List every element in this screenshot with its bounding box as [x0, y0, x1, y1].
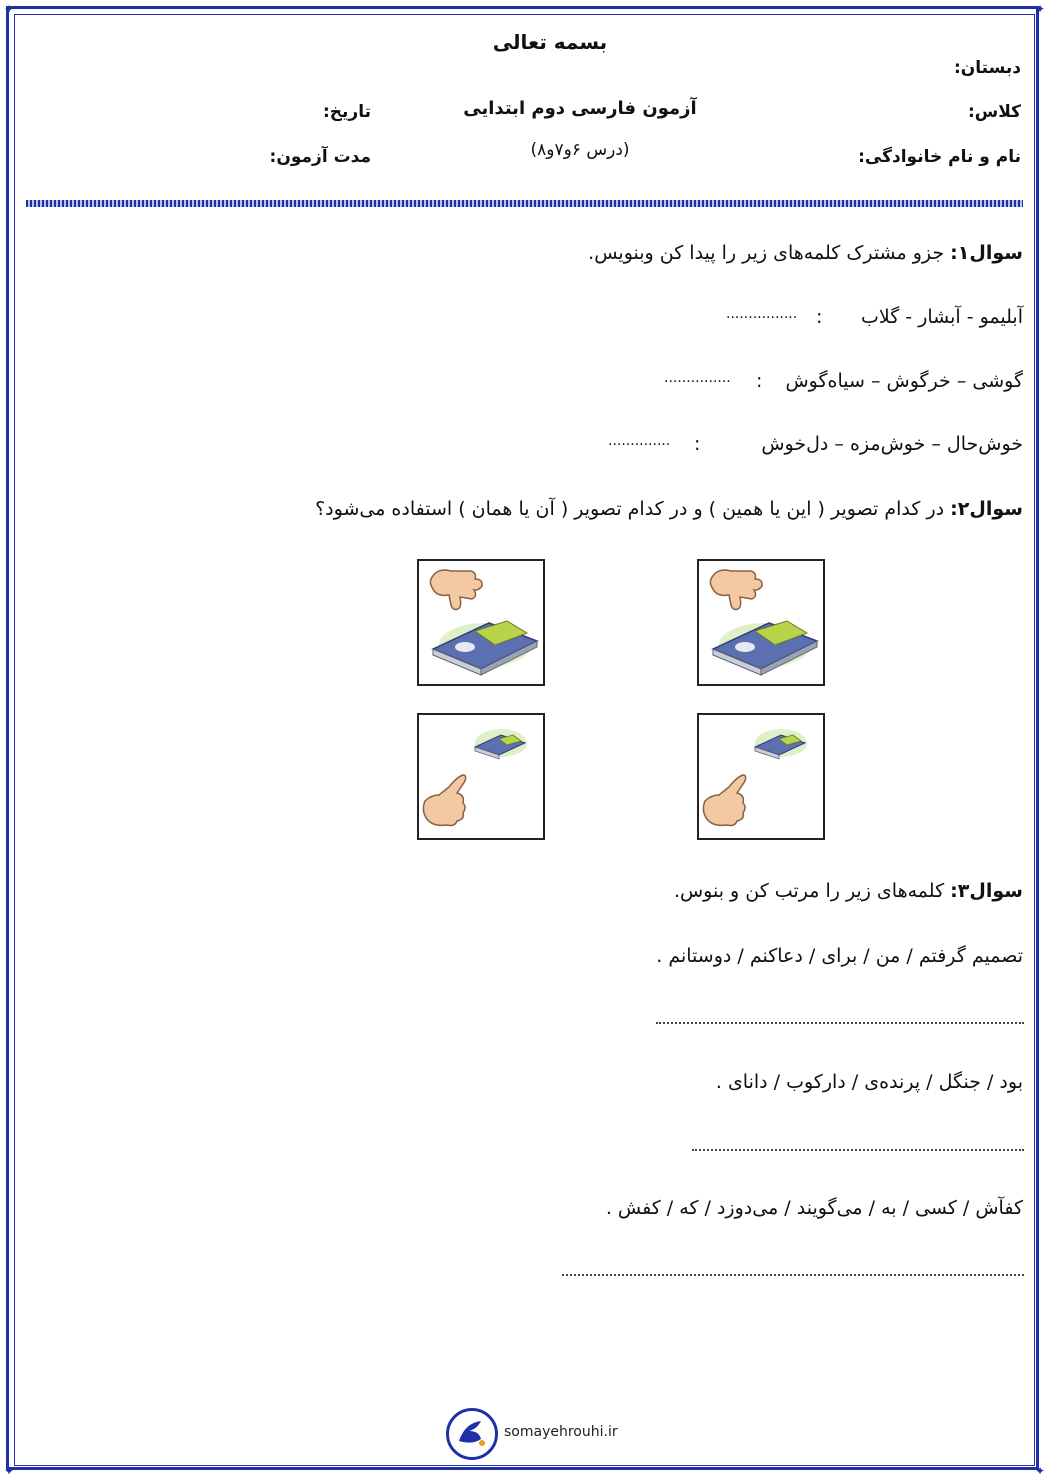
- date-label: تاریخ:: [323, 102, 371, 122]
- corner-ornament-icon: ✦: [1034, 1464, 1046, 1478]
- exam-title: آزمون فارسی دوم ابتدایی: [463, 98, 697, 119]
- q3-item-1: تصمیم گرفتم / من / برای / دعاکنم / دوستانم .: [656, 945, 1023, 967]
- corner-ornament-icon: ✦: [1034, 2, 1046, 16]
- q1-prompt: [588, 242, 1023, 264]
- q1-row-1-blank[interactable]: ................: [726, 306, 798, 322]
- answer-line-2[interactable]: [692, 1149, 1024, 1151]
- header-divider: [26, 200, 1023, 207]
- q1-row-3-colon: :: [694, 433, 701, 455]
- q3-text: کلمه‌های زیر را مرتب کن و بنوس.: [673, 880, 945, 902]
- school-label: دبستان:: [953, 58, 1021, 78]
- q1-row-2-colon: :: [756, 370, 763, 392]
- q2-text: در کدام تصویر ( این یا همین ) و در کدام تصویر ( آن یا همان ) استفاده می‌شود؟: [315, 498, 945, 520]
- site-url[interactable]: somayehrouhi.ir: [504, 1424, 618, 1440]
- q1-row-2-blank[interactable]: ...............: [664, 370, 731, 386]
- q1-text: جزو مشترک کلمه‌های زیر را پیدا کن وبنویس.: [588, 242, 945, 264]
- finger-pointing-down-book-icon: [419, 561, 543, 684]
- q2-prompt: [315, 498, 1023, 520]
- q1-row-2-words: گوشی – خرگوش – سیاه‌گوش: [785, 370, 1023, 392]
- q1-label: سوال۱:: [950, 242, 1023, 264]
- picture-far-left[interactable]: [417, 713, 545, 840]
- q1-row-1-words: آبلیمو - آبشار - گلاب: [860, 306, 1023, 328]
- answer-line-3[interactable]: [562, 1274, 1024, 1276]
- picture-near-left[interactable]: [417, 559, 545, 686]
- q1-row-1-colon: :: [816, 306, 823, 328]
- picture-near-right[interactable]: [697, 559, 825, 686]
- q3-label: سوال۳:: [950, 880, 1023, 902]
- q2-label: سوال۲:: [950, 498, 1023, 520]
- corner-ornament-icon: ✦: [3, 2, 15, 16]
- name-label: نام و نام خانوادگی:: [858, 147, 1021, 167]
- q1-row-3-blank[interactable]: ..............: [608, 433, 671, 449]
- duration-label: مدت آزمون:: [269, 147, 371, 167]
- finger-pointing-far-book-icon: [419, 715, 543, 838]
- class-label: کلاس:: [967, 102, 1021, 122]
- q3-item-2: بود / جنگل / پرنده‌ی / دارکوب / دانای .: [715, 1071, 1023, 1093]
- q1-row-3-words: خوش‌حال – خوش‌مزه – دل‌خوش: [761, 433, 1023, 455]
- site-logo-icon: [446, 1408, 498, 1460]
- corner-ornament-icon: ✦: [3, 1464, 15, 1478]
- picture-far-right[interactable]: [697, 713, 825, 840]
- q3-prompt: [674, 880, 1023, 902]
- finger-pointing-down-book-icon: [699, 561, 823, 684]
- lessons-label: (درس ۶و۷و۸): [530, 140, 630, 160]
- answer-line-1[interactable]: [656, 1022, 1024, 1024]
- q3-item-3: کفآش / کسی / به / می‌گویند / می‌دوزد / که / کفش .: [605, 1197, 1023, 1219]
- finger-pointing-far-book-icon: [699, 715, 823, 838]
- bismillah: بسمه تعالی: [492, 30, 608, 54]
